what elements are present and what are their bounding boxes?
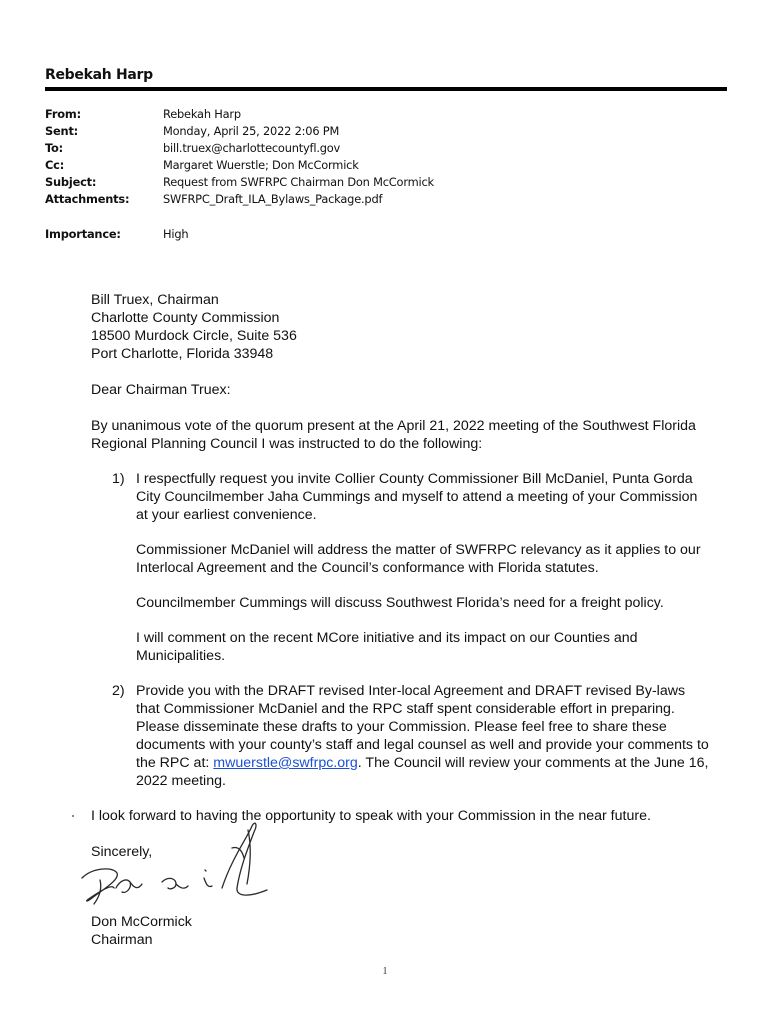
page-number: 1 xyxy=(382,966,388,977)
sent-label: Sent: xyxy=(45,124,79,138)
attachments-row xyxy=(45,191,727,208)
cc-label: Cc: xyxy=(45,158,65,172)
to-label: To: xyxy=(45,141,64,155)
address-line-4: Port Charlotte, Florida 33948 xyxy=(91,346,274,362)
list-item-2 xyxy=(91,682,711,790)
header-rule xyxy=(45,87,727,91)
sign-off: Sincerely, xyxy=(91,844,153,860)
recipient-address xyxy=(91,291,711,363)
subject-value: Request from SWFRPC Chairman Don McCormick xyxy=(163,175,434,189)
from-value: Rebekah Harp xyxy=(163,107,241,121)
from-label: From: xyxy=(45,107,81,121)
sent-row xyxy=(45,123,727,140)
list-item-2-paragraph xyxy=(136,682,711,790)
importance-value: High xyxy=(163,227,189,241)
email-meta-table xyxy=(45,106,727,243)
cc-row xyxy=(45,157,727,174)
closing-sentence-text: I look forward to having the opportunity to speak with your Commission in the near future. xyxy=(91,808,651,824)
intro-paragraph: By unanimous vote of the quorum present at the April 21, 2022 meeting of the Southwest Florida Regional Planning Council I was instructed to do the following: xyxy=(91,418,696,452)
address-line-1: Bill Truex, Chairman xyxy=(91,292,219,308)
salutation: Dear Chairman Truex: xyxy=(91,382,231,398)
sender-name: Rebekah Harp xyxy=(45,67,153,83)
email-link[interactable]: mwuerstle@swfrpc.org xyxy=(213,755,358,771)
importance-label: Importance: xyxy=(45,227,121,241)
list-item-2-text-before-link: Provide you with the DRAFT revised Inter-local Agreement and DRAFT revised By-laws that Commissioner McDaniel and the RPC staff spent considerable effort in preparing. Please disseminate these drafts to your Commission. Please feel free to share these documents with your county’s staff and legal counsel as well and provide your comments to the RPC at: xyxy=(136,683,709,771)
list-item-1-paragraph-3: Councilmember Cummings will discuss Southwest Florida’s need for a freight policy. xyxy=(136,595,664,611)
sent-value: Monday, April 25, 2022 2:06 PM xyxy=(163,124,340,138)
list-item-1-paragraph-2: Commissioner McDaniel will address the matter of SWFRPC relevancy as it applies to our Interlocal Agreement and the Council’s conformance with Florida statutes. xyxy=(136,542,701,576)
list-item-1-paragraph-4: I will comment on the recent MCore initiative and its impact on our Counties and Municipalities. xyxy=(136,630,638,664)
address-line-3: 18500 Murdock Circle, Suite 536 xyxy=(91,328,297,344)
subject-row xyxy=(45,174,727,191)
from-row xyxy=(45,106,727,123)
list-item-1-number: 1) xyxy=(112,471,125,487)
signer-title: Chairman xyxy=(91,932,153,948)
attachments-value: SWFRPC_Draft_ILA_Bylaws_Package.pdf xyxy=(163,192,383,206)
list-item-1-paragraph-1: I respectfully request you invite Collier County Commissioner Bill McDaniel, Punta Gorda City Councilmember Jaha Cummings and myself to attend a meeting of your Commission at your earliest convenience. xyxy=(136,471,698,523)
attachments-label: Attachments: xyxy=(45,192,130,206)
list-item-1 xyxy=(91,470,711,665)
list-item-2-number: 2) xyxy=(112,683,125,699)
cc-value: Margaret Wuerstle; Don McCormick xyxy=(163,158,359,172)
email-header xyxy=(45,66,727,243)
to-value: bill.truex@charlottecountyfl.gov xyxy=(163,141,341,155)
address-line-2: Charlotte County Commission xyxy=(91,310,280,326)
importance-row xyxy=(45,226,727,243)
subject-label: Subject: xyxy=(45,175,97,189)
signer-name: Don McCormick xyxy=(91,914,192,930)
meta-spacer xyxy=(45,208,727,226)
to-row xyxy=(45,140,727,157)
stray-dot-mark xyxy=(72,815,74,817)
list-item-2-text-after-link: . The Council will review your comments at the June 16, 2022 meeting. xyxy=(136,755,709,789)
handwritten-signature xyxy=(72,818,282,914)
